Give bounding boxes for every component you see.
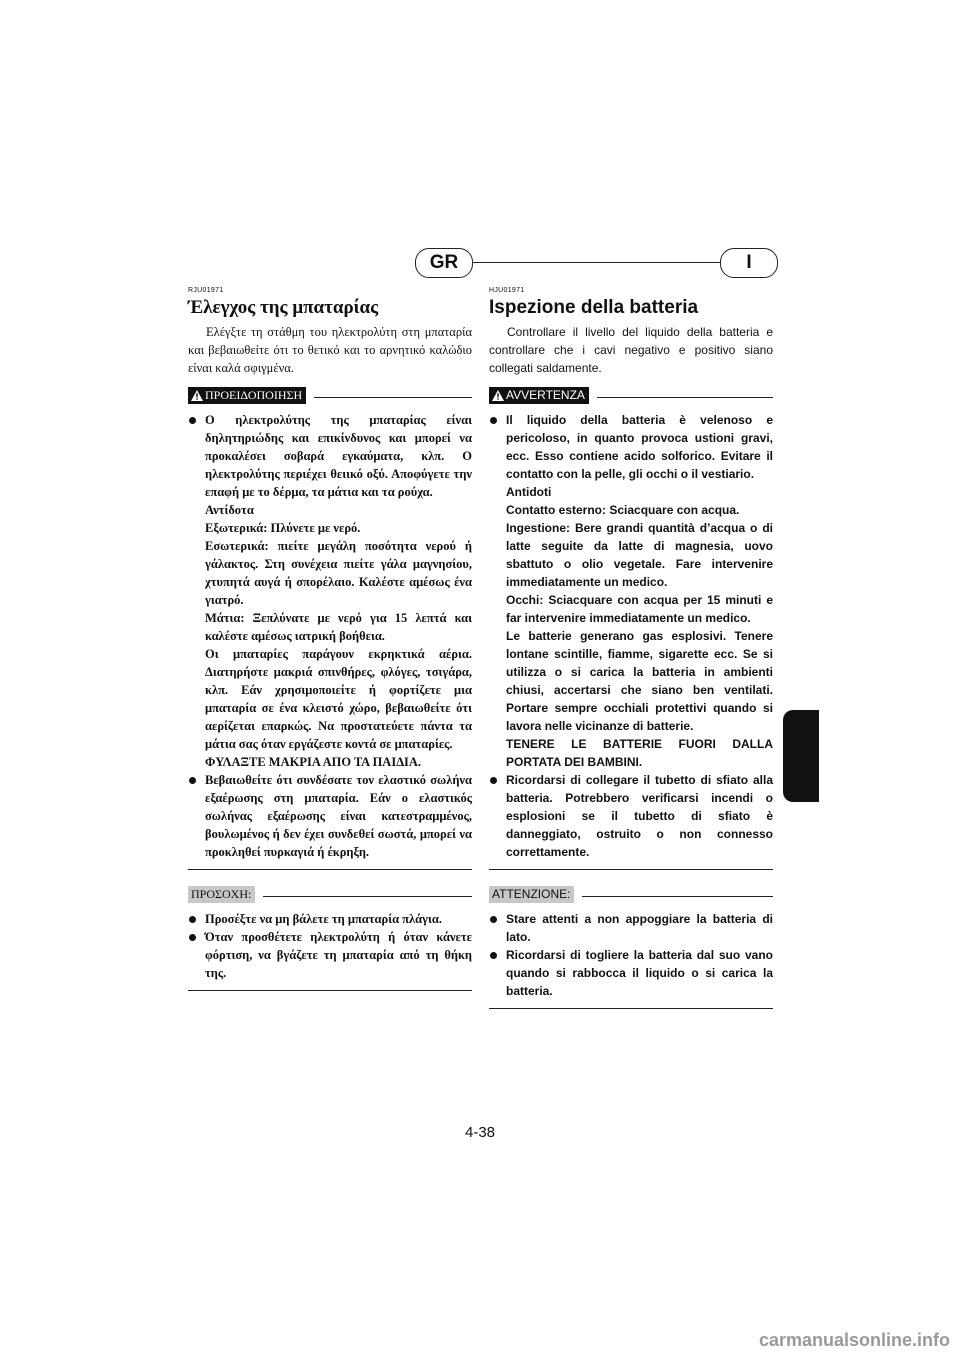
watermark: carmanualsonline.info (758, 1330, 950, 1350)
greek-column (188, 287, 472, 991)
bullet-icon (490, 777, 497, 784)
greek-caution-rule (263, 896, 472, 897)
greek-warning-header (188, 385, 472, 405)
list-item: Προσέξτε να μη βάλετε τη μπαταρία πλάγια. (188, 910, 472, 928)
greek-section-title: Έλεγχος της μπαταρίας (188, 297, 379, 318)
greek-caution-label: ΠΡΟΣΟΧΗ: (188, 886, 255, 903)
greek-caution-list (188, 910, 472, 982)
greek-caution-end-rule (188, 990, 472, 991)
italian-intro: Controllare il livello del liquido della batteria e controllare che i cavi negativo e positivo siano collegati saldamente. (489, 325, 773, 375)
greek-caution-header (188, 884, 472, 904)
italian-warning-rule (597, 397, 773, 398)
italian-caution-rule (582, 896, 773, 897)
list-item: Ricordarsi di togliere la batteria dal suo vano quando si rabbocca il liquido o si carica la batteria. (489, 946, 773, 1000)
language-badge-i: I (720, 248, 778, 278)
greek-intro: Ελέγξτε τη στάθμη του ηλεκτρολύτη στη μπαταρία και βεβαιωθείτε ότι το θετικό και το αρνητικό καλώδιο είναι καλά σφιγμένα. (188, 325, 472, 375)
greek-warning-end-rule (188, 869, 472, 870)
page-number: 4-38 (464, 1124, 496, 1141)
italian-column (489, 287, 773, 1009)
list-item: Stare attenti a non appoggiare la batteria di lato. (489, 910, 773, 946)
chapter-tab (783, 710, 819, 802)
greek-warning-list (188, 411, 472, 861)
greek-warning-rule (314, 397, 472, 398)
list-item: Ricordarsi di collegare il tubetto di sfiato alla batteria. Potrebbero verificarsi incendi o esplosioni se il tubetto di sfiato è danneggiato, ostruito o non connesso correttamente. (489, 771, 773, 861)
bullet-icon (189, 934, 196, 941)
italian-warning-header (489, 385, 773, 405)
list-item: Il liquido della batteria è velenoso e pericoloso, in quanto provoca ustioni gravi, ecc. Esso contiene acido solforico. Evitare il contatto con la pelle, gli occhi o il vestiario. Antidoti Contatto esterno: Sciacquare con acqua. Ingestione: Bere grandi quantità d’acqua o di latte seguite da latte di magnesia, uovo sbattuto o olio vegetale. Fare intervenire immediatamente un medico. Occhi: Sciacquare con acqua per 15 minuti e far intervenire immediatamente un medico. Le batterie generano gas esplosivi. Tenere lontane scintille, fiamme, sigarette ecc. Se si utilizza o si carica la batteria in ambienti chiusi, accertarsi che siano ben ventilati. Portare sempre occhiali protettivi quando si lavora nelle vicinanze di batterie. TENERE LE BATTERIE FUORI DALLA PORTATA DEI BAMBINI. (489, 411, 773, 771)
warning-triangle-icon (492, 390, 504, 401)
italian-section-title: Ispezione della batteria (489, 297, 699, 318)
italian-warning-end-rule (489, 869, 773, 870)
greek-warning-label: ΠΡΟΕΙΔΟΠΟΙΗΣΗ (188, 387, 306, 404)
list-item: Όταν προσθέτετε ηλεκτρολύτη ή όταν κάνετε φόρτιση, να βγάζετε τη μπαταρία από τη θήκη της. (188, 928, 472, 982)
italian-warning-label: AVVERTENZA (489, 387, 589, 404)
italian-caution-end-rule (489, 1008, 773, 1009)
greek-ref-code: RJU01971 (188, 287, 224, 294)
bullet-icon (490, 417, 497, 424)
language-badge-gr: GR (415, 248, 473, 278)
bullet-icon (189, 417, 196, 424)
list-item: Ο ηλεκτρολύτης της μπαταρίας είναι δηλητηριώδης και επικίνδυνος και μπορεί να προκαλέσει σοβαρά εγκαύματα, κλπ. Ο ηλεκτρολύτης περιέχει θειικό οξύ. Αποφύγετε την επαφή με το δέρμα, τα μάτια και τα ρούχα. Αντίδοτα Εξωτερικά: Πλύνετε με νερό. Εσωτερικά: πιείτε μεγάλη ποσότητα νερού ή γάλακτος. Στη συνέχεια πιείτε γάλα μαγνησίου, χτυπητά αυγά ή σπορέλαιο. Καλέστε αμέσως ένα γιατρό. Μάτια: Ξεπλύνατε με νερό για 15 λεπτά και καλέστε αμέσως ιατρική βοήθεια. Οι μπαταρίες παράγουν εκρηκτικά αέρια. Διατηρήστε μακριά σπινθήρες, φλόγες, τσιγάρα, κλπ. Εάν χρησιμοποιείτε ή φορτίζετε μια μπαταρία σε ένα κλειστό χώρο, βεβαιωθείτε ότι αερίζεται επαρκώς. Να προστατεύετε πάντα τα μάτια σας όταν εργάζεστε κοντά σε μπαταρίες. ΦΥΛΑΞΤΕ ΜΑΚΡΙΑ ΑΠΟ ΤΑ ΠΑΙΔΙΑ. (188, 411, 472, 771)
bullet-icon (490, 952, 497, 959)
bullet-icon (490, 916, 497, 923)
warning-triangle-icon (191, 390, 203, 401)
italian-warning-list (489, 411, 773, 861)
italian-caution-label: ATTENZIONE: (489, 886, 574, 903)
italian-caution-list (489, 910, 773, 1000)
italian-ref-code: HJU01971 (489, 287, 525, 294)
bullet-icon (189, 916, 196, 923)
list-item: Βεβαιωθείτε ότι συνδέσατε τον ελαστικό σωλήνα εξαέρωσης στη μπαταρία. Εάν ο ελαστικός σωλήνας εξαέρωσης είναι κατεστραμμένος, βουλωμένος ή δεν έχει συνδεθεί σωστά, μπορεί να προκληθεί πυρκαγιά ή έκρηξη. (188, 771, 472, 861)
bullet-icon (189, 777, 196, 784)
italian-caution-header (489, 884, 773, 904)
